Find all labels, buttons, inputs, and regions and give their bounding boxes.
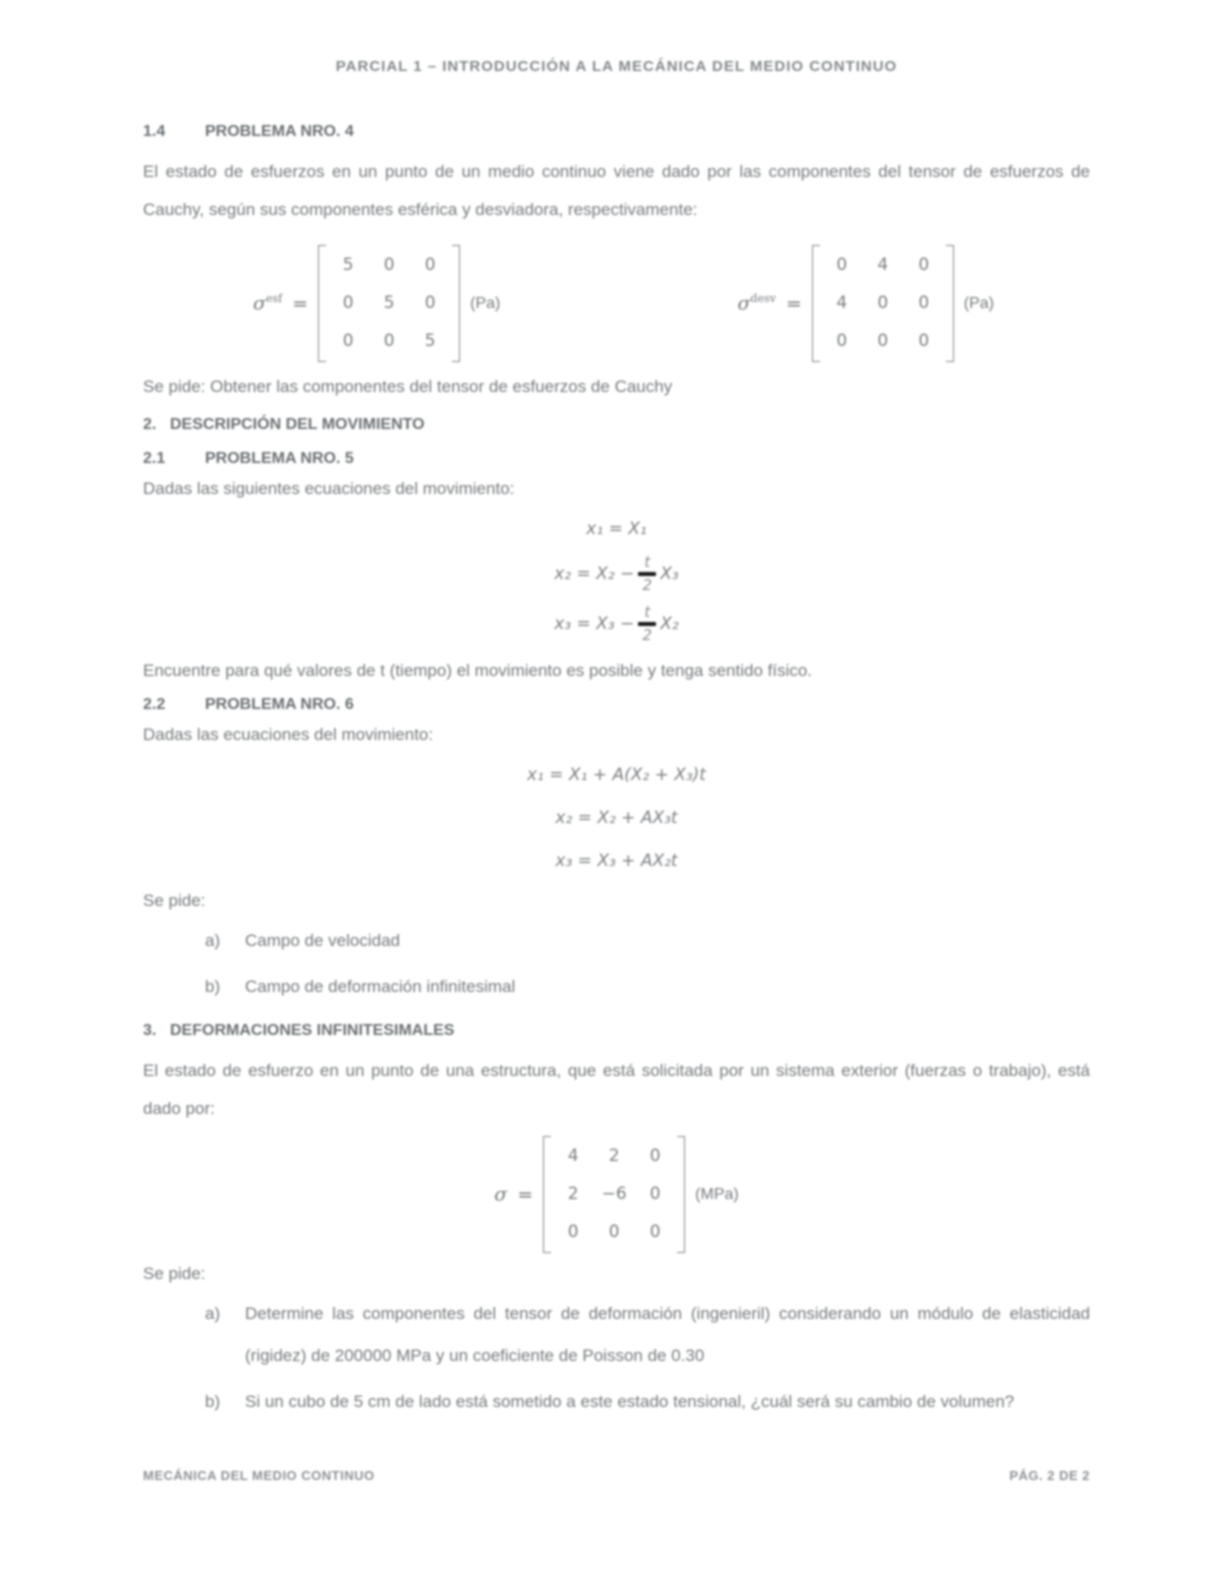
problem-2-2-items: [143, 920, 1090, 1008]
matrix-cell: 0: [608, 1222, 620, 1242]
list-item: [143, 1293, 1090, 1377]
item-marker: a): [205, 1304, 221, 1323]
item-marker: b): [205, 1392, 221, 1411]
list-item: [143, 966, 1090, 1008]
heading-label: PROBLEMA NRO. 6: [205, 696, 354, 713]
matrix-grid: [560, 1136, 668, 1253]
page-footer: [143, 1468, 1090, 1483]
matrix-cell: 0: [836, 255, 848, 275]
matrix-cell: 0: [649, 1184, 661, 1204]
item-text: Si un cubo de 5 cm de lado está sometido a este estado tensional, ¿cuál será su cambio de volumen?: [245, 1392, 1015, 1411]
heading-number: 1.4: [143, 123, 166, 140]
equation: x₃ = X₃ − $\frac{t}{2}$ X₂: [554, 603, 679, 644]
problem-1-4-heading: [143, 123, 1090, 141]
matrix-cell: −6: [601, 1184, 627, 1204]
stress-matrix: [494, 1136, 738, 1253]
matrix-bracket-right: [677, 1136, 685, 1253]
se-pide-label: Se pide:: [143, 891, 206, 910]
equation: x₃ = X₃ + AX₂t: [555, 851, 678, 871]
equals-sign: =: [517, 1183, 534, 1206]
matrix-cell: 0: [649, 1222, 661, 1242]
matrix-cell: 0: [567, 1222, 579, 1242]
matrix-symbol: $\sigma^{esf}$ =: [253, 292, 309, 315]
matrix-cell: 2: [567, 1184, 579, 1204]
problem-2-1-question: Encuentre para qué valores de t (tiempo) el movimiento es posible y tenga sentido físico.: [143, 661, 813, 680]
equation: x₂ = X₂ + AX₃t: [555, 808, 678, 828]
problem-1-4-intro: El estado de esfuerzos en un punto de un medio continuo viene dado por las componentes del tensor de esfuerzos de Cauchy, según sus componentes esférica y desviadora, respectivamente:: [143, 162, 1090, 219]
section-2-heading: [143, 410, 1090, 440]
problem-2-1-heading: [143, 450, 1090, 468]
fraction: $\frac{t}{2}$: [638, 604, 656, 644]
matrix-cell: 0: [918, 293, 930, 313]
section-title: DEFORMACIONES INFINITESIMALES: [170, 1022, 455, 1039]
se-pide-label: Se pide:: [143, 1264, 206, 1283]
matrix-symbol: σ =: [494, 1183, 534, 1206]
matrix-superscript: esf: [265, 292, 283, 306]
deviatoric-stress-matrix: [737, 245, 994, 362]
matrix-bracket-right: [946, 245, 954, 362]
item-marker: b): [205, 977, 221, 996]
matrix-cell: 0: [877, 293, 889, 313]
motion-equations-2: [143, 757, 1090, 879]
matrix-cell: 0: [383, 331, 395, 351]
item-text: Campo de deformación infinitesimal: [245, 977, 516, 996]
footer-right: PÁG. 2 DE 2: [1009, 1468, 1090, 1483]
matrix-cell: 0: [424, 255, 436, 275]
matrix-cell: 0: [649, 1146, 661, 1166]
matrix-cell: 4: [567, 1146, 579, 1166]
matrix-cell: 0: [342, 331, 354, 351]
equation: x₁ = X₁ + A(X₂ + X₃)t: [527, 765, 706, 785]
matrix-cell: 0: [342, 293, 354, 313]
matrix-cell: 0: [836, 331, 848, 351]
matrix-cell: 0: [918, 331, 930, 351]
matrix-unit: (MPa): [695, 1185, 739, 1203]
equation: x₁ = X₁: [586, 519, 647, 539]
matrix-grid: [335, 245, 443, 362]
matrix-bracket-left: [812, 245, 820, 362]
equation: x₂ = X₂ − $\frac{t}{2}$ X₃: [554, 553, 679, 594]
heading-number: 2.1: [143, 450, 166, 467]
section-3-intro: El estado de esfuerzo en un punto de una estructura, que está solicitada por un sistema exterior (fuerzas o trabajo), está dado por:: [143, 1061, 1090, 1118]
matrix-cell: 5: [342, 255, 354, 275]
spherical-stress-matrix: [253, 245, 500, 362]
fraction: $\frac{t}{2}$: [638, 554, 656, 594]
matrix-bracket-right: [452, 245, 460, 362]
section-title: DESCRIPCIÓN DEL MOVIMIENTO: [170, 416, 425, 433]
section-number: 2.: [143, 416, 157, 433]
matrix-cell: 0: [918, 255, 930, 275]
stress-matrices-row: [143, 239, 1090, 368]
matrix-cell: 0: [424, 293, 436, 313]
section-3-heading: [143, 1016, 1090, 1046]
matrix-superscript: desv: [750, 292, 776, 306]
matrix-bracket-left: [543, 1136, 551, 1253]
section-3-items: [143, 1293, 1090, 1423]
matrix-unit: (Pa): [470, 294, 501, 312]
item-text: Determine las componentes del tensor de deformación (ingenieril) considerando un módulo de elasticidad (rigidez) de 200000 MPa y un coeficiente de Poisson de 0.30: [245, 1304, 1090, 1365]
heading-label: PROBLEMA NRO. 5: [205, 450, 354, 467]
list-item: [143, 920, 1090, 962]
equals-sign: =: [785, 292, 802, 315]
heading-number: 2.2: [143, 696, 166, 713]
motion-equations-1: [143, 514, 1090, 644]
matrix-unit: (Pa): [963, 294, 994, 312]
matrix-cell: 5: [424, 331, 436, 351]
item-marker: a): [205, 931, 221, 950]
problem-1-4-request: Se pide: Obtener las componentes del tensor de esfuerzos de Cauchy: [143, 377, 673, 396]
problem-2-2-intro: Dadas las ecuaciones del movimiento:: [143, 725, 434, 744]
matrix-cell: 4: [836, 293, 848, 313]
heading-label: PROBLEMA NRO. 4: [205, 123, 354, 140]
matrix-symbol: $\sigma^{desv}$ =: [737, 292, 802, 315]
matrix-bracket-left: [318, 245, 326, 362]
section-number: 3.: [143, 1022, 157, 1039]
page-title: PARCIAL 1 – INTRODUCCIÓN A LA MECÁNICA DEL MEDIO CONTINUO: [335, 58, 898, 75]
stress-matrix-row: [143, 1136, 1090, 1253]
matrix-cell: 4: [877, 255, 889, 275]
matrix-cell: 0: [877, 331, 889, 351]
equals-sign: =: [292, 292, 309, 315]
footer-left: MECÁNICA DEL MEDIO CONTINUO: [143, 1468, 375, 1483]
list-item: [143, 1381, 1090, 1423]
item-text: Campo de velocidad: [245, 931, 400, 950]
matrix-grid: [829, 245, 937, 362]
problem-2-2-heading: [143, 696, 1090, 714]
problem-2-1-intro: Dadas las siguientes ecuaciones del movimiento:: [143, 479, 515, 498]
matrix-cell: 2: [608, 1146, 620, 1166]
matrix-cell: 5: [383, 293, 395, 313]
matrix-cell: 0: [383, 255, 395, 275]
